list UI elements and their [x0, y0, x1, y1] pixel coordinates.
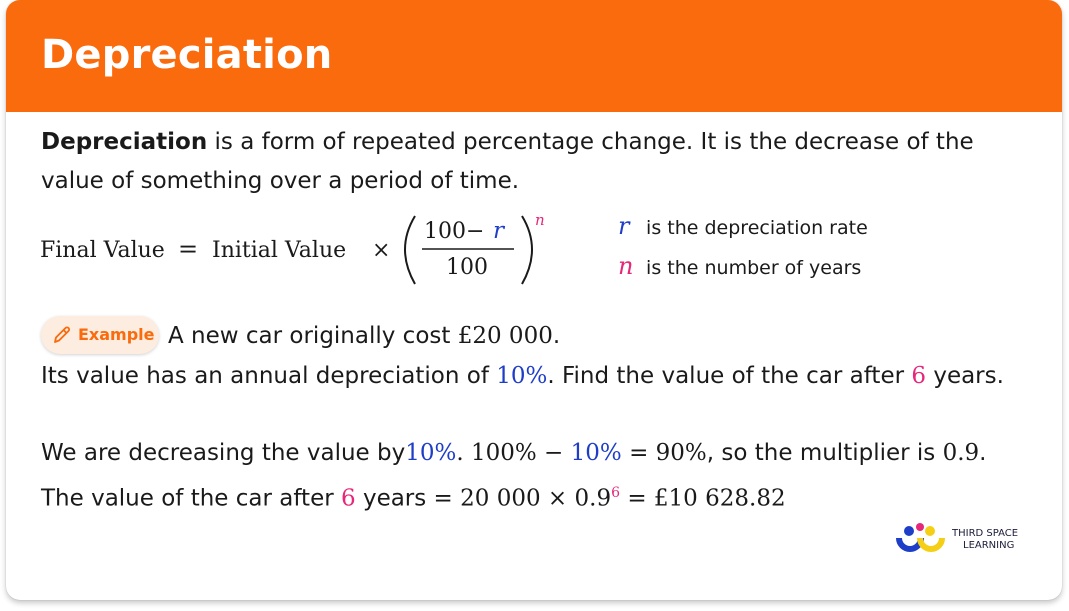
solution-rate-2: 10% — [570, 440, 622, 466]
solution-line-2-mid: years = — [355, 485, 461, 512]
definition-rate-text: is the depreciation rate — [646, 217, 868, 239]
formula-equals: = — [178, 235, 199, 263]
solution-result: = £10 628.82 — [620, 485, 786, 512]
lesson-card — [6, 0, 1062, 600]
pencil-icon — [51, 324, 73, 346]
solution-years: 6 — [341, 485, 356, 512]
page-title: Depreciation — [41, 32, 333, 78]
example-years: 6 — [911, 363, 927, 389]
header-bar — [6, 0, 1062, 112]
solution-minus: − — [536, 440, 571, 466]
solution-exponent: 6 — [611, 485, 621, 501]
definition-rate — [618, 214, 868, 240]
solution-multiplier: 0.9 — [942, 440, 980, 466]
intro-line-1 — [41, 127, 974, 157]
logo-text-line-2: LEARNING — [963, 540, 1015, 551]
example-original-cost: £20 000 — [457, 323, 553, 349]
depreciation-formula — [38, 208, 568, 288]
third-space-learning-logo — [894, 522, 1044, 558]
solution-line-1-mid: , so the multiplier is — [706, 440, 943, 466]
intro-line-1-text: is a form of repeated percentage change. It is the decrease of the — [207, 129, 974, 155]
logo-mark-icon — [894, 522, 948, 558]
example-badge — [41, 316, 159, 354]
example-line-2-mid: . Find the value of the car after — [547, 363, 912, 389]
formula-initial-value: Initial Value — [212, 238, 347, 263]
solution-hundred: 100% — [470, 440, 537, 466]
logo-text-line-1: THIRD SPACE — [952, 528, 1019, 539]
solution-line-2 — [41, 478, 786, 514]
solution-dot: . — [456, 440, 471, 466]
example-line-2 — [41, 361, 1004, 391]
solution-line-1 — [41, 438, 986, 468]
formula-minus: − — [466, 219, 485, 244]
definition-years — [618, 254, 861, 280]
intro-term: Depreciation — [41, 129, 208, 155]
formula-right-paren — [522, 216, 532, 284]
formula-left-paren — [405, 216, 415, 284]
definition-years-text: is the number of years — [646, 257, 862, 279]
solution-line-2-text: The value of the car after — [41, 485, 341, 512]
example-rate: 10% — [496, 363, 548, 389]
example-line-2-end: years. — [926, 363, 1004, 389]
intro-line-2: value of something over a period of time. — [41, 168, 520, 194]
formula-exponent: n — [535, 211, 545, 229]
example-line-1-text: A new car originally cost — [168, 323, 458, 349]
example-line-1-end: . — [552, 323, 561, 349]
solution-rate: 10% — [405, 440, 457, 466]
solution-calculation: 20 000 × 0.9 — [460, 485, 612, 512]
example-line-1 — [168, 321, 560, 351]
example-line-2-text: Its value has an annual depreciation of — [41, 363, 497, 389]
solution-ninety: = 90% — [621, 440, 707, 466]
formula-numerator-const: 100 — [424, 219, 466, 244]
formula-rate-var: r — [493, 218, 504, 244]
formula-denominator: 100 — [446, 255, 488, 280]
definition-rate-symbol: r — [618, 212, 630, 240]
solution-line-1-end: . — [979, 440, 987, 466]
formula-times: × — [372, 238, 391, 263]
definition-years-symbol: n — [618, 252, 634, 280]
formula-final-value: Final Value — [40, 238, 165, 263]
solution-line-1-text: We are decreasing the value by — [41, 440, 406, 466]
example-badge-label: Example — [78, 325, 155, 344]
